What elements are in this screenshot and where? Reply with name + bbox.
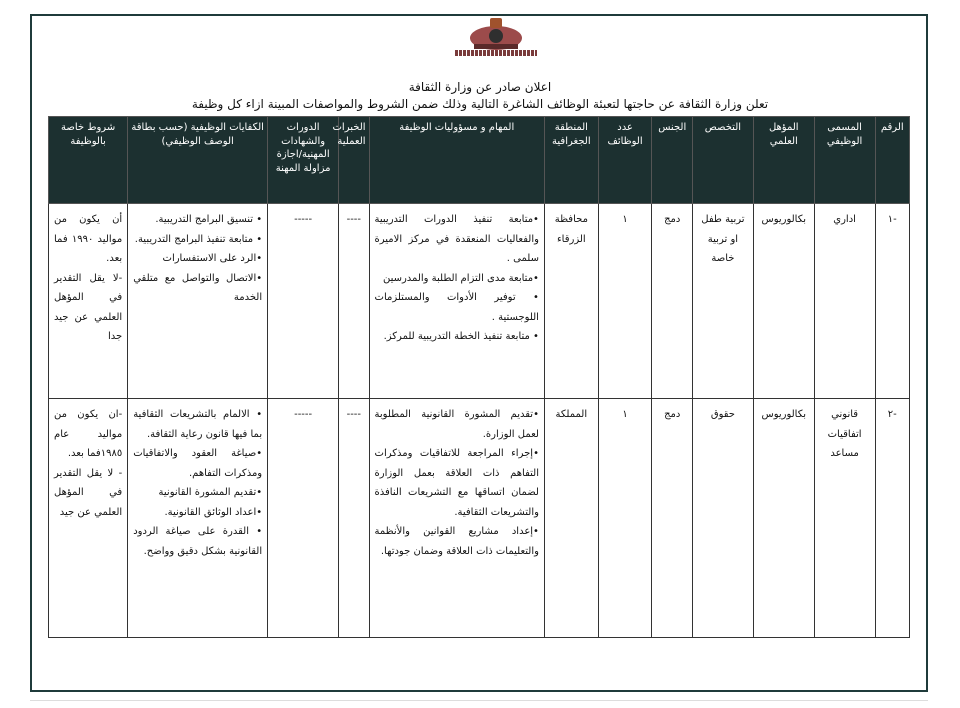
condition-item: -لا يقل التقدير في المؤهل العلمي عن جيد جدا	[54, 272, 123, 342]
col-header-competencies: الكفايات الوظيفية (حسب بطاقة الوصف الوظيفي)	[128, 117, 268, 204]
row-specialty: تربية طفل او تربية خاصة	[693, 204, 754, 399]
row-job-title: قانوني اتفاقيات مساعد	[814, 399, 875, 638]
row-qualification: بكالوريوس	[753, 204, 814, 399]
row-competencies	[128, 399, 268, 638]
row-count: ١	[598, 399, 652, 638]
competency-item: •الرد على الاستفسارات	[162, 253, 263, 264]
col-header-count: عدد الوظائف	[598, 117, 652, 204]
col-header-title: المسمى الوظيفي	[814, 117, 875, 204]
row-gender: دمج	[652, 399, 693, 638]
competency-item: • متابعة تنفيذ البرامج التدريبية.	[134, 233, 263, 245]
competency-item: • القدرة على صياغة الردود القانونية بشكل دقيق وواضح.	[133, 526, 263, 557]
table-row	[49, 204, 910, 399]
col-header-conditions: شروط خاصة بالوظيفة	[49, 117, 128, 204]
row-specialty: حقوق	[693, 399, 754, 638]
condition-item: أن يكون من مواليد ١٩٩٠ فما بعد.	[54, 214, 123, 264]
col-header-experience: الخبرات العملية	[339, 117, 369, 204]
row-job-title: اداري	[814, 204, 875, 399]
col-header-gender: الجنس	[652, 117, 693, 204]
competency-item: • تنسيق البرامج التدريبية.	[155, 214, 263, 225]
row-num: -٢	[875, 399, 909, 638]
duty-item: •متابعة مدى التزام الطلبة والمدرسين	[382, 272, 539, 284]
duty-item: • متابعة تنفيذ الخطة التدريبية للمركز.	[383, 331, 539, 342]
condition-item: - لا يقل التقدير في المؤهل العلمي عن جيد	[54, 467, 123, 518]
announcement-title: اعلان صادر عن وزارة الثقافة	[408, 80, 552, 94]
jordan-emblem-icon	[460, 14, 532, 54]
row-experience: ----	[339, 399, 369, 638]
duty-item: • توفير الأدوات والمستلزمات اللوجستية .	[374, 292, 539, 323]
table-row	[49, 399, 910, 638]
jobs-table	[48, 116, 910, 638]
duty-item: •تقديم المشورة القانونية المطلوبة لعمل الوزارة.	[374, 409, 539, 440]
competency-item: •اعداد الوثائق القانونية.	[164, 506, 263, 518]
row-conditions	[49, 399, 128, 638]
row-competencies	[128, 204, 268, 399]
row-region: محافظة الزرقاء	[544, 204, 598, 399]
table-header-row	[49, 117, 910, 204]
row-gender: دمج	[652, 204, 693, 399]
competency-item: •الاتصال والتواصل مع متلقي الخدمة	[133, 272, 263, 303]
row-count: ١	[598, 204, 652, 399]
condition-item: -ان يكون من مواليد عام ١٩٨٥فما بعد.	[54, 409, 123, 459]
competency-item: •تقديم المشورة القانونية	[158, 487, 263, 498]
row-courses: -----	[268, 204, 339, 399]
row-conditions	[49, 204, 128, 399]
col-header-region: المنطقة الجغرافية	[544, 117, 598, 204]
row-experience: ----	[339, 204, 369, 399]
announcement-subtitle: تعلن وزارة الثقافة عن حاجتها لتعبئة الوظائف الشاغرة التالية وذلك ضمن الشروط والمواصفات المبينة ازاء كل وظيفة	[191, 97, 769, 111]
row-duties	[369, 204, 544, 399]
row-region: المملكة	[544, 399, 598, 638]
emblem-caption	[455, 50, 537, 56]
duty-item: •إجراء المراجعة للاتفاقيات ومذكرات التفاهم ذات العلاقة بعمل الوزارة لضمان اتساقها مع التشريعات النافذة والتشريعات الثقافية.	[374, 448, 539, 518]
duty-item: •إعداد مشاريع القوانين والأنظمة والتعليمات ذات العلاقة وضمان جودتها.	[374, 526, 539, 557]
col-header-num: الرقم	[875, 117, 909, 204]
col-header-courses: الدورات والشهادات المهنية/اجازة مزاولة المهنة	[268, 117, 339, 204]
row-qualification: بكالوريوس	[753, 399, 814, 638]
competency-item: •صياغة العقود والاتفاقيات ومذكرات التفاهم.	[133, 448, 263, 479]
duty-item: •متابعة تنفيذ الدورات التدريبية والفعاليات المنعقدة في مركز الاميرة سلمى .	[374, 214, 539, 264]
col-header-duties: المهام و مسؤوليات الوظيفة	[369, 117, 544, 204]
row-duties	[369, 399, 544, 638]
row-num: -١	[875, 204, 909, 399]
col-header-specialty: التخصص	[693, 117, 754, 204]
bottom-divider	[30, 700, 928, 701]
row-courses: -----	[268, 399, 339, 638]
col-header-qualification: المؤهل العلمي	[753, 117, 814, 204]
competency-item: • الالمام بالتشريعات الثقافية بما فيها قانون رعاية الثقافة.	[133, 409, 263, 440]
